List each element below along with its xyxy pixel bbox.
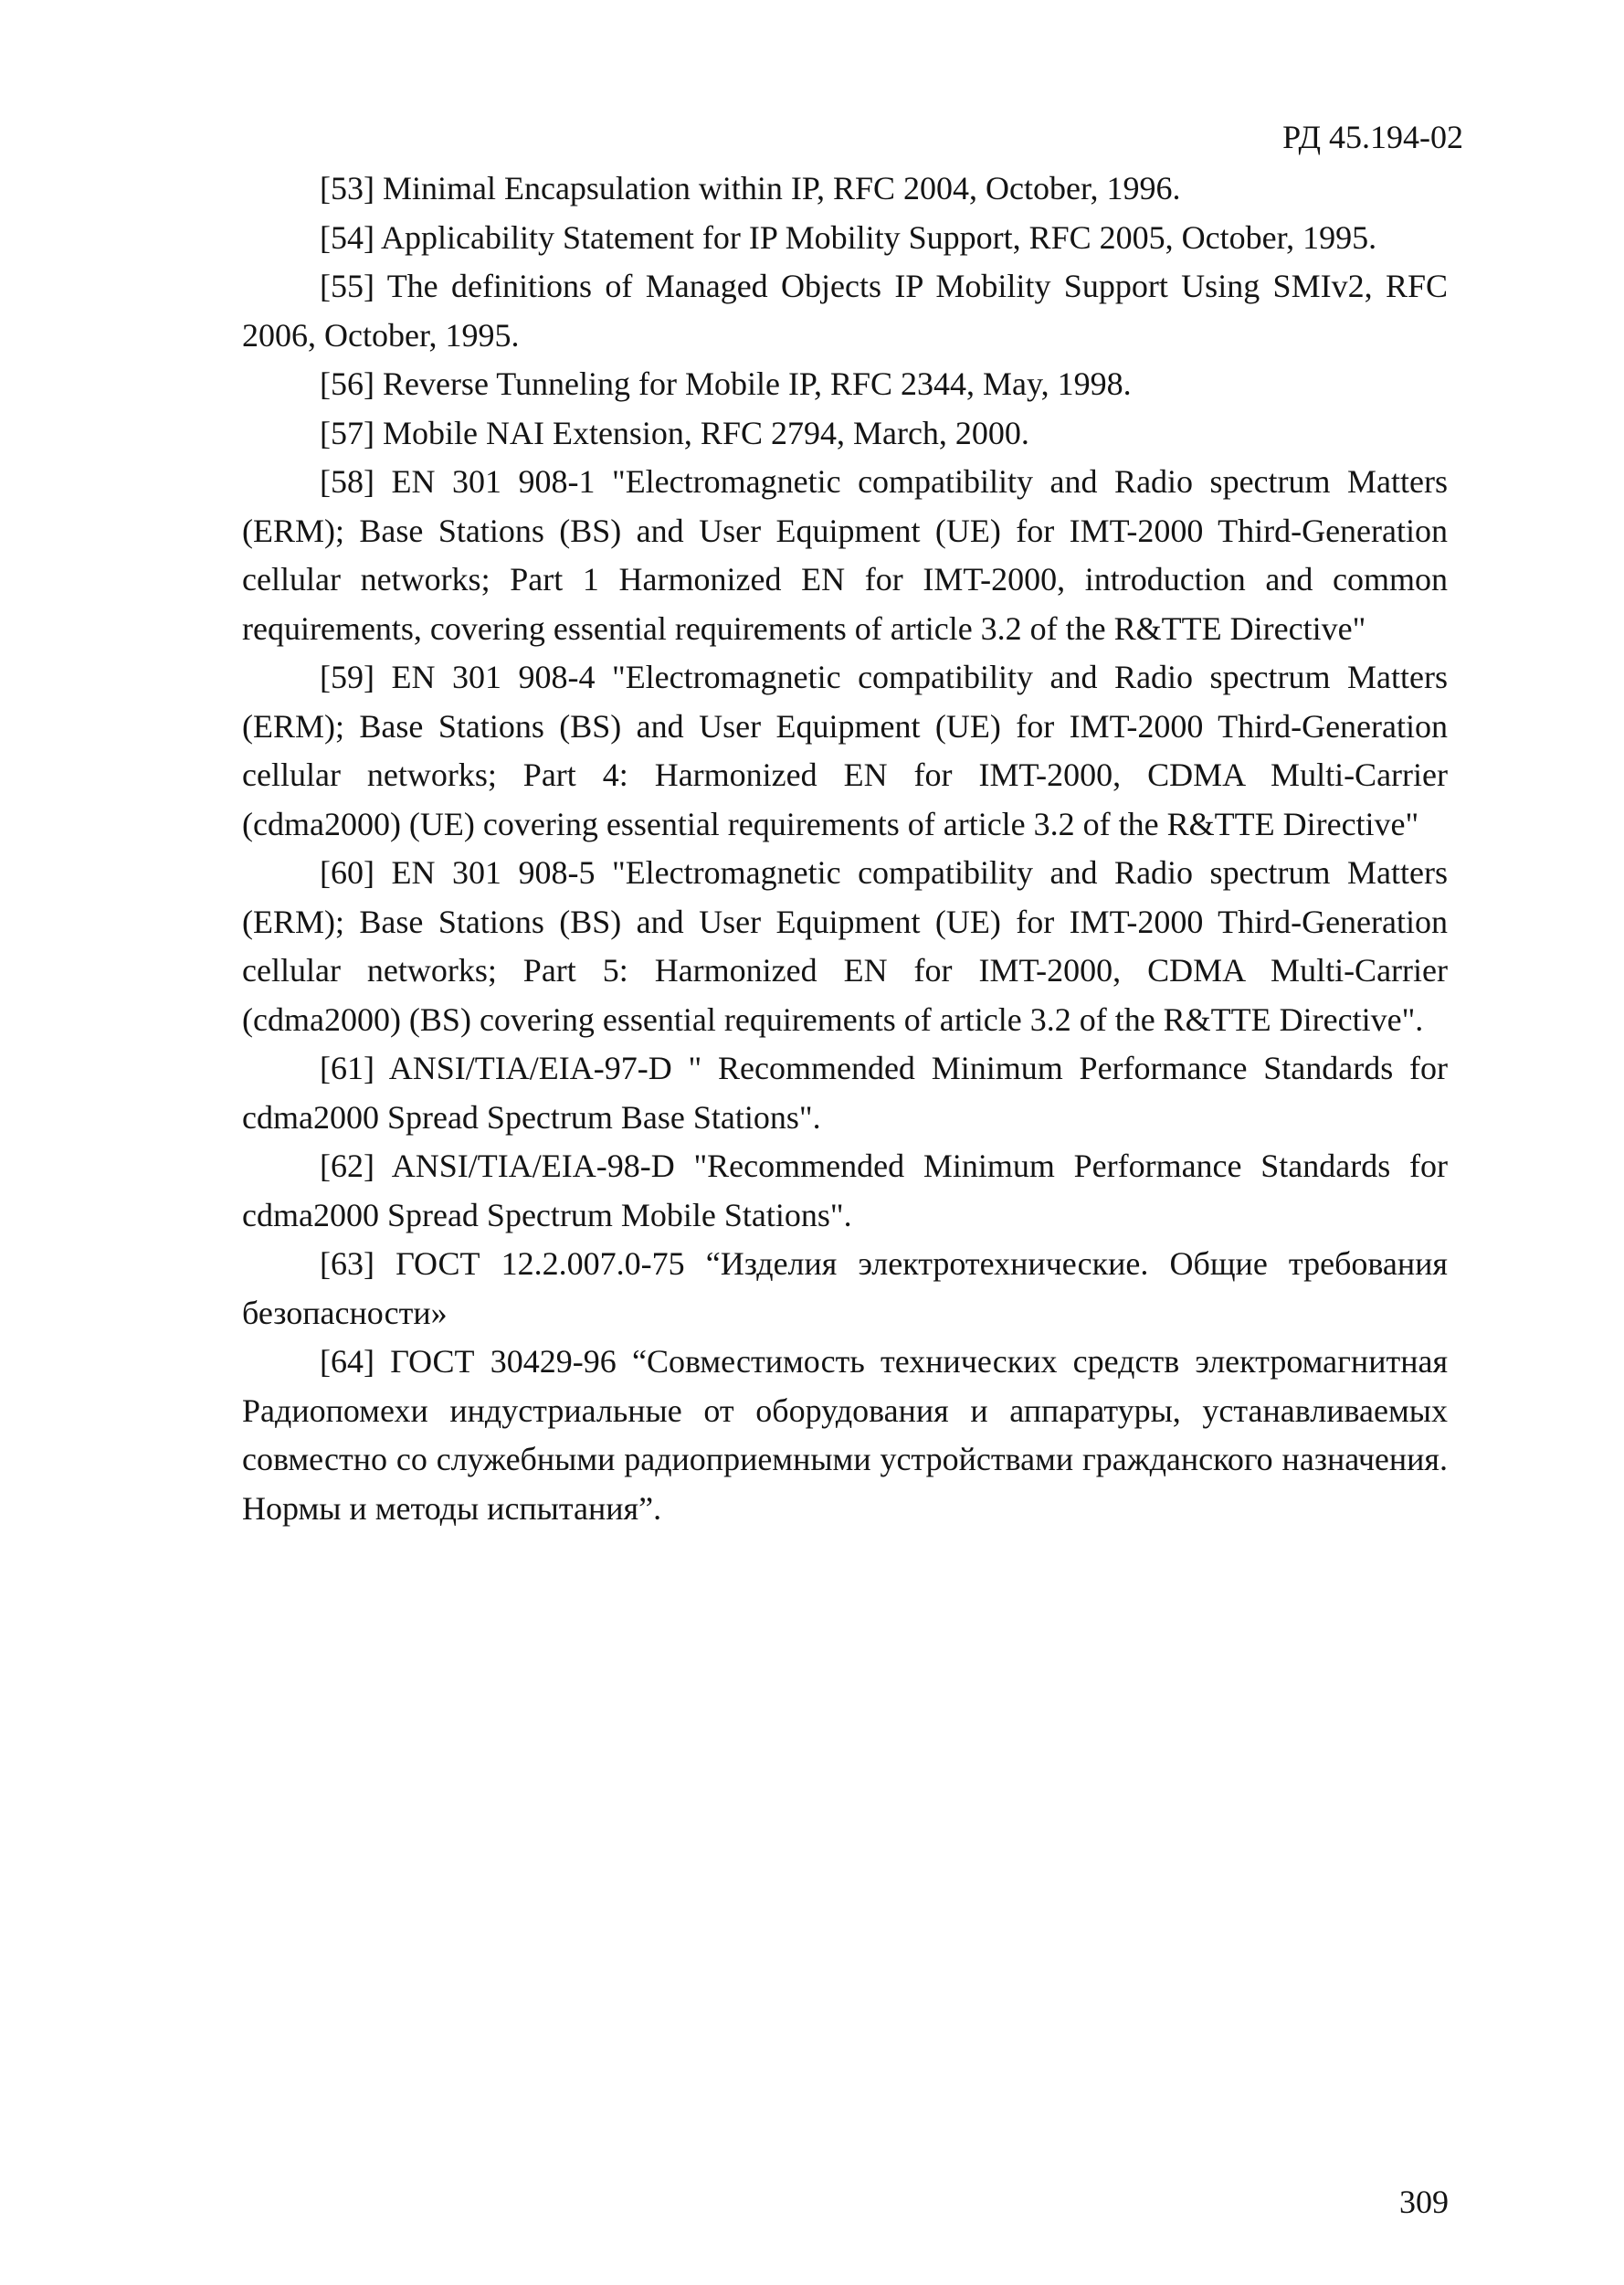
reference-item: [62] ANSI/TIA/EIA-98-D "Recommended Minimum Performance Standards for cdma2000 Spread Spectrum Mobile Stations". (242, 1148, 1448, 1233)
document-code: РД 45.194-02 (1282, 119, 1463, 155)
reference-item: [64] ГОСТ 30429-96 “Совместимость технических средств электромагнитная Радиопомехи индустриальные от оборудования и аппаратуры, устанавливаемых совместно со служебными радиоприемными устройствами гражданского назначения. Нормы и методы испытания”. (242, 1343, 1448, 1527)
reference-item: [63] ГОСТ 12.2.007.0-75 “Изделия электротехнические. Общие требования безопасности» (242, 1245, 1448, 1331)
reference-item: [56] Reverse Tunneling for Mobile IP, RFC 2344, May, 1998. (320, 365, 1132, 402)
reference-list (242, 164, 1448, 1533)
page-number: 309 (1399, 2184, 1449, 2220)
reference-item: [57] Mobile NAI Extension, RFC 2794, March, 2000. (320, 414, 1029, 451)
reference-item: [60] EN 301 908-5 "Electromagnetic compatibility and Radio spectrum Matters (ERM); Base Stations (BS) and User Equipment (UE) for IMT-2000 Third-Generation cellular networks; Part 5: Harmonized EN for IMT-2000, CDMA Multi-Carrier (cdma2000) (BS) covering essential requirements of article 3.2 of the R&TTE Directive". (242, 854, 1448, 1038)
reference-item: [55] The definitions of Managed Objects IP Mobility Support Using SMIv2, RFC 2006, October, 1995. (242, 268, 1448, 354)
reference-item: [61] ANSI/TIA/EIA-97-D " Recommended Minimum Performance Standards for cdma2000 Spread Spectrum Base Stations". (242, 1050, 1448, 1136)
reference-item: [53] Minimal Encapsulation within IP, RFC 2004, October, 1996. (320, 170, 1181, 206)
reference-item: [59] EN 301 908-4 "Electromagnetic compatibility and Radio spectrum Matters (ERM); Base Stations (BS) and User Equipment (UE) for IMT-2000 Third-Generation cellular networks; Part 4: Harmonized EN for IMT-2000, CDMA Multi-Carrier (cdma2000) (UE) covering essential requirements of article 3.2 of the R&TTE Directive" (242, 659, 1448, 842)
reference-item: [58] EN 301 908-1 "Electromagnetic compatibility and Radio spectrum Matters (ERM); Base Stations (BS) and User Equipment (UE) for IMT-2000 Third-Generation cellular networks; Part 1 Harmonized EN for IMT-2000, introduction and common requirements, covering essential requirements of article 3.2 of the R&TTE Directive" (242, 463, 1448, 647)
reference-item: [54] Applicability Statement for IP Mobility Support, RFC 2005, October, 1995. (320, 218, 1377, 256)
